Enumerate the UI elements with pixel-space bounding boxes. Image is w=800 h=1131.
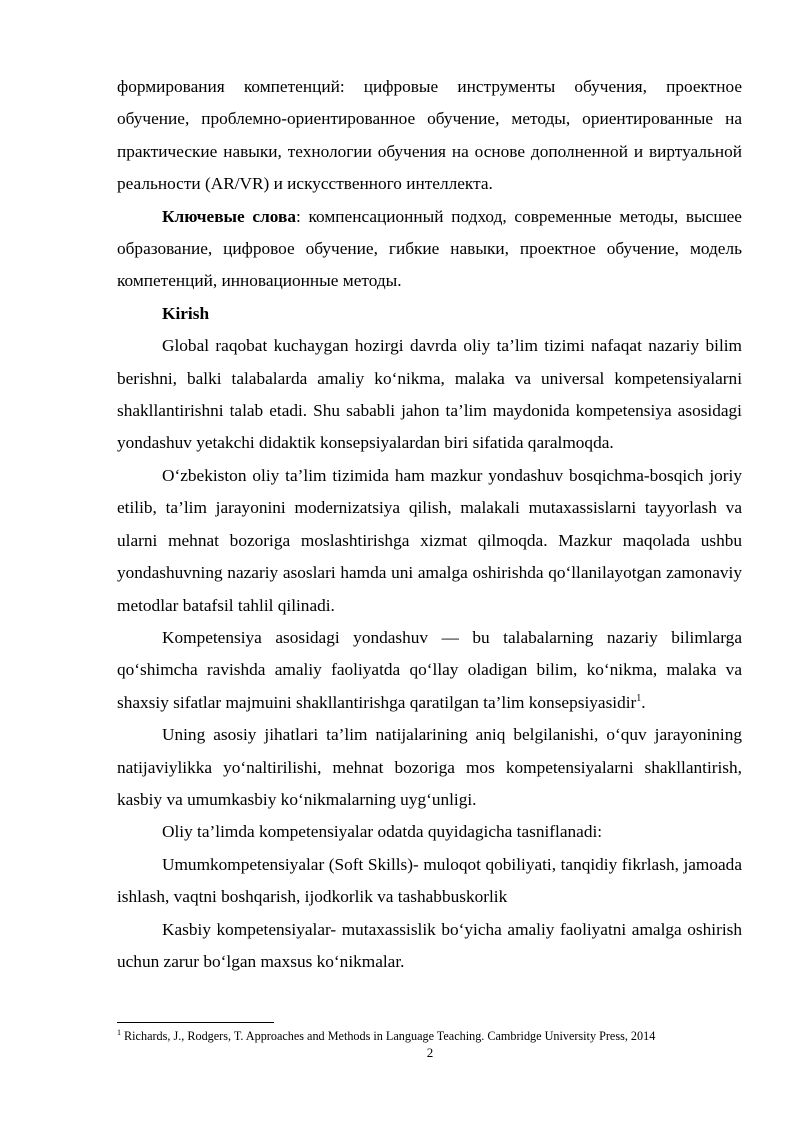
section-heading: Kirish bbox=[162, 303, 210, 323]
paragraph-competency-formation: формирования компетенций: цифровые инструменты обучения, проектное обучение, проблемно-ориентированное обучение, методы, ориентированные на практические навыки, технологии обучения на основе дополненной и виртуальной реальности (AR/VR) и искусственного интеллекта. bbox=[117, 77, 742, 194]
footnote-separator bbox=[117, 1022, 274, 1023]
footnote-reference: 1 bbox=[636, 692, 642, 704]
footnote bbox=[117, 1029, 757, 1044]
paragraph-intro-2: O‘zbekiston oliy ta’lim tizimida ham mazkur yondashuv bosqichma-bosqich joriy etilib, ta’lim jarayonini modernizatsiya qilish, malakali mutaxassislarni tayyorlash va ularni mehnat bozoriga moslashtirishga xizmat qilmoqda. Mazkur maqolada ushbu yondashuvning nazariy asoslari hamda uni amalga oshirishda qo‘llanilayotgan zamonaviy metodlar batafsil tahlil qilinadi. bbox=[117, 465, 742, 615]
body-text bbox=[117, 71, 742, 978]
paragraph-professional-skills: Kasbiy kompetensiyalar- mutaxassislik bo‘yicha amaliy faoliyatni amalga oshirish uchun zarur bo‘lgan maxsus ko‘nikmalar. bbox=[117, 919, 742, 971]
footnote-text: Richards, J., Rodgers, T. Approaches and Methods in Language Teaching. Cambridge University Press, 2014 bbox=[121, 1029, 656, 1043]
footnote-number: 1 bbox=[117, 1027, 121, 1037]
keywords-label: Ключевые слова bbox=[162, 206, 296, 226]
keywords-text: : компенсационный подход, современные методы, высшее образование, цифровое обучение, гибкие навыки, проектное обучение, модель компетенций, инновационные методы. bbox=[117, 206, 742, 291]
definition-end: . bbox=[641, 692, 646, 712]
paragraph-keywords bbox=[117, 201, 742, 298]
definition-text: Kompetensiya asosidagi yondashuv — bu talabalarning nazariy bilimlarga qo‘shimcha ravishda amaliy faoliyatda qo‘llay oladigan bilim, ko‘nikma, malaka va shaxsiy sifatlar majmuini shakllantirishga qaratilgan ta’lim konsepsiyasidir bbox=[117, 627, 742, 712]
paragraph-intro-1: Global raqobat kuchaygan hozirgi davrda oliy ta’lim tizimi nafaqat nazariy bilim berishni, balki talabalarda amaliy ko‘nikma, malaka va universal kompetensiyalarni shakllantirishni talab etadi. Shu sababli jahon ta’lim maydonida kompetensiya asosidagi yondashuv yetakchi didaktik konsepsiyalardan biri sifatida qaralmoqda. bbox=[117, 336, 742, 453]
paragraph-key-aspects: Uning asosiy jihatlari ta’lim natijalarining aniq belgilanishi, o‘quv jarayonining natijaviylikka yo‘naltirilishi, mehnat bozoriga mos kompetensiyalarni shakllantirish, kasbiy va umumkasbiy ko‘nikmalarning uyg‘unligi. bbox=[117, 725, 742, 809]
paragraph-soft-skills: Umumkompetensiyalar (Soft Skills)- muloqot qobiliyati, tanqidiy fikrlash, jamoada ishlash, vaqtni boshqarish, ijodkorlik va tashabbuskorlik bbox=[117, 854, 742, 907]
page-number: 2 bbox=[426, 1045, 434, 1060]
paragraph-classification: Oliy ta’limda kompetensiyalar odatda quyidagicha tasniflanadi: bbox=[162, 822, 603, 842]
paragraph-competency-definition bbox=[117, 622, 742, 719]
